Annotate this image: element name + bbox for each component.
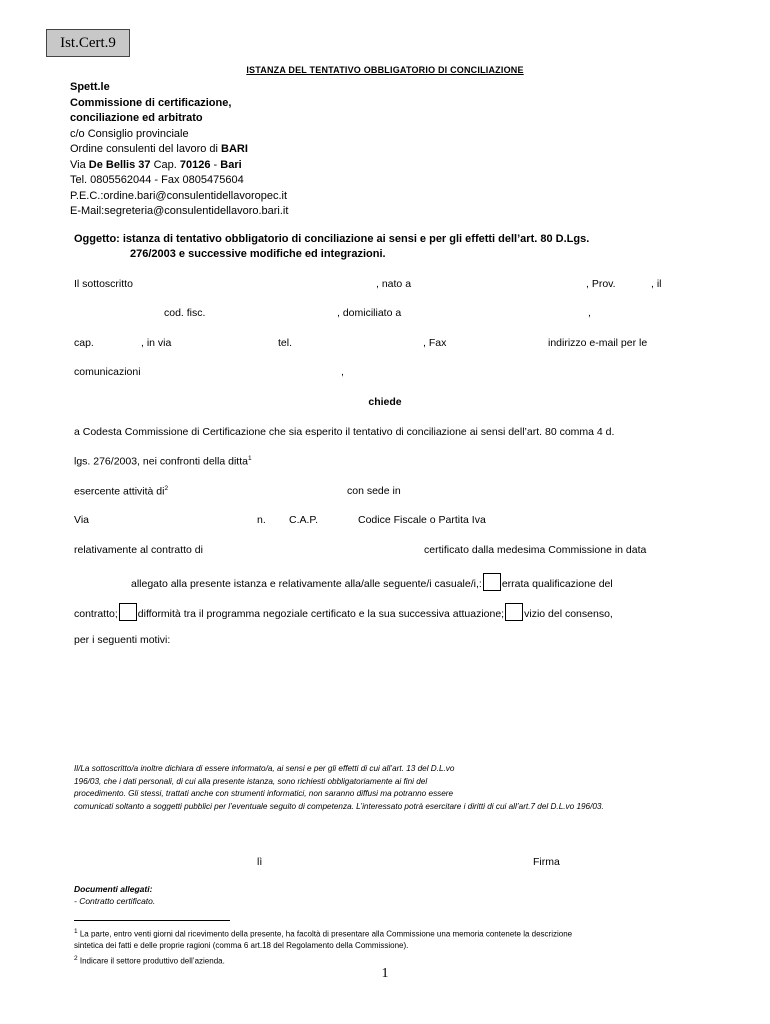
motivi-label: per i seguenti motivi: [74,634,171,646]
chiede-heading: chiede [368,396,402,408]
footnote-text: Indicare il settore produttivo dell’azienda. [77,956,225,966]
body-text-span: lgs. 276/2003, nei confronti della ditta [74,455,248,468]
field-label-contratto: relativamente al contratto di [74,544,203,556]
body-text: a Codesta Commissione di Certificazione che sia esperito il tentativo di conciliazione ai sensi dell’art. 80 comma 4 d. [74,426,615,438]
causali-line [131,573,613,591]
checkbox-label: errata qualificazione del [501,578,613,590]
address-text: Cap. [150,158,180,171]
address-line [70,158,288,174]
separator-comma: , [588,307,591,319]
address-phone: Tel. 0805562044 - Fax 0805475604 [70,174,244,186]
privacy-line: procedimento. Gli stessi, trattati anche con strumenti informatici, non saranno diffusi ma potranno essere [74,789,454,798]
checkbox-vizio-consenso[interactable] [505,603,523,621]
footnote-line: sintetica dei fatti e delle proprie ragioni (comma 6 art.18 del Regolamento della Commissione). [74,941,409,951]
place-label: lì [257,856,263,868]
subject-line: 276/2003 e successive modifiche ed integrazioni. [130,248,386,260]
address-line [70,142,288,158]
separator-comma: , [341,366,344,378]
field-label-via: , in via [141,337,172,349]
address-city: BARI [221,143,248,155]
field-label-via-ditta: Via [74,514,89,526]
privacy-notice [74,763,604,813]
address-street: De Bellis 37 [88,158,151,171]
footnote-divider [74,920,230,921]
checkbox-errata-qualificazione[interactable] [483,573,501,591]
footnote-1 [74,926,572,952]
field-label-codfisc: cod. fisc. [164,307,206,319]
document-title: ISTANZA DEL TENTATIVO OBBLIGATORIO DI CONCILIAZIONE [246,65,524,75]
address-text: - [210,158,221,171]
field-label-prov: , Prov. [586,278,616,290]
field-label-tel: tel. [278,337,293,349]
field-label-numero: n. [257,514,266,526]
address-email: E-Mail:segreteria@consulentidellavoro.bari.it [70,205,289,217]
field-label-email: indirizzo e-mail per le [548,337,648,349]
privacy-line: 196/03, che i dati personali, di cui alla presente istanza, sono richiesti obbligatoriamente ai fini del [74,776,428,786]
field-label-certificato: certificato dalla medesima Commissione in data [424,544,647,556]
field-label-cap: cap. [74,337,94,349]
footnote-ref-1: 1 [247,455,252,462]
signature-label: Firma [533,856,560,868]
subject-line: Oggetto: istanza di tentativo obbligatorio di conciliazione ai sensi e per gli effetti dell’art. 80 D.Lgs. [74,233,590,245]
field-label-fax: , Fax [423,337,447,349]
body-text-span: esercente attività di [74,485,165,498]
field-label-domiciliato: , domiciliato a [337,307,402,319]
footnote-number: 2 [74,955,78,962]
recipient-address [70,80,288,220]
attachment-item: - Contratto certificato. [74,896,156,906]
address-line: Commissione di certificazione, [70,96,232,109]
field-label-comunicazioni: comunicazioni [74,366,141,378]
body-text [74,455,252,468]
footnote-line [74,926,572,940]
attachments-title: Documenti allegati: [74,884,153,894]
footnote-text: La parte, entro venti giorni dal ricevimento della presente, ha facoltà di presentare alla Commissione una memoria contenete la descrizione [77,929,573,939]
field-label-il: , il [651,278,662,290]
document-code-label: Ist.Cert.9 [46,29,130,57]
address-cap: 70126 [179,158,211,171]
body-text-span: allegato alla presente istanza e relativamente alla/alle seguente/i casuale/i,: [131,578,482,590]
field-label-esercente [74,485,168,498]
checkbox-difformita[interactable] [119,603,137,621]
body-text-span: contratto; [74,608,118,620]
checkbox-label: vizio del consenso, [524,608,613,620]
address-pec: P.E.C.:ordine.bari@consulentidellavoropec.it [70,189,288,202]
address-city: Bari [220,158,242,171]
address-text: Ordine consulenti del lavoro di [70,143,222,155]
privacy-line: Il/La sottoscritto/a inoltre dichiara di essere informato/a, ai sensi e per gli effetti di cui all’art. 13 del D.L.vo [74,764,455,773]
footnote-ref-2: 2 [164,485,169,492]
field-label-sottoscritto: Il sottoscritto [74,278,133,290]
address-line: conciliazione ed arbitrato [70,112,203,124]
page-number: 1 [381,966,389,981]
footnote-number: 1 [74,928,78,935]
checkbox-label: difformità tra il programma negoziale certificato e la sua successiva attuazione; [137,608,505,620]
address-text: Via [70,158,89,171]
causali-line [74,603,613,621]
field-label-sede: con sede in [347,485,401,497]
field-label-codice-fiscale: Codice Fiscale o Partita Iva [358,514,486,526]
address-line: Spett.le [70,81,110,93]
field-label-cap-ditta: C.A.P. [289,514,318,526]
privacy-line: comunicati soltanto a soggetti pubblici per l’eventuale seguito di competenza. L’interessato potrà esercitare i diritti di cui all’art.7 del D.L.vo 196/03. [74,801,604,811]
address-line: c/o Consiglio provinciale [70,127,189,140]
field-label-nato: , nato a [376,278,412,290]
